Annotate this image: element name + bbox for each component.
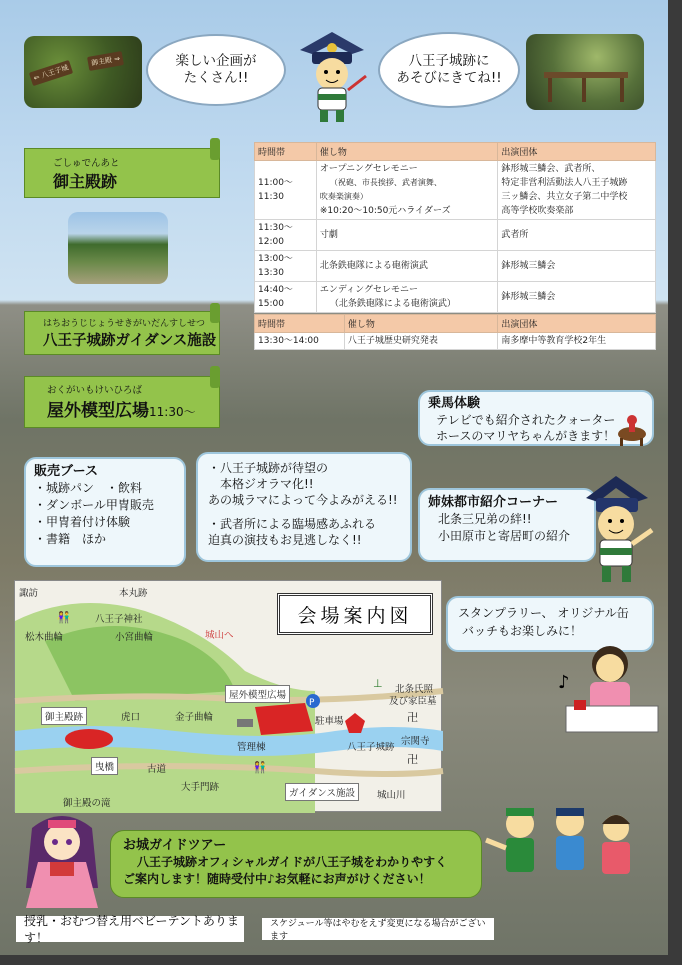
trail-sign: ⇐ 八王子城 bbox=[29, 60, 73, 86]
goshuden-ruins-photo bbox=[68, 212, 168, 284]
col-time: 時間帯 bbox=[255, 143, 317, 161]
map-label-jouseki: 八王子城跡 bbox=[347, 742, 395, 753]
map-label-kaneko: 金子曲輪 bbox=[175, 712, 214, 723]
heading-goshuden bbox=[24, 148, 220, 198]
frame-bottom bbox=[0, 955, 682, 965]
map-label-goshuden: 御主殿跡 bbox=[41, 707, 87, 725]
children-group-icon bbox=[480, 800, 644, 904]
sales-booth-title: 販売ブース bbox=[34, 464, 98, 479]
map-label-matsuki: 松木曲輪 bbox=[25, 632, 64, 643]
table-row: 11:30～12:00 寸劇 武者所 bbox=[255, 220, 656, 251]
schedule-table-guidance bbox=[254, 314, 656, 350]
heading-outdoor-ruby: おくがいもけいひろば bbox=[47, 385, 143, 396]
nursing-notice: 授乳・おむつ替え用ベビーテントあります！ bbox=[16, 916, 244, 942]
table-row: 14:40～15:00 エンディングセレモニー （北条鉄砲隊による砲術演武） 鉢形城三鱗会 bbox=[255, 282, 656, 313]
map-label-hojo: 北条氏照 bbox=[395, 684, 434, 695]
temple-icon: 卍 bbox=[407, 711, 418, 724]
col-event: 催し物 bbox=[344, 315, 498, 333]
trail-sign-photo bbox=[24, 36, 142, 108]
col-group: 出演団体 bbox=[498, 143, 656, 161]
map-label-koguchi: 虎口 bbox=[121, 712, 141, 723]
map-label-suwa: 諏訪 bbox=[19, 588, 39, 599]
mascot-waving-icon bbox=[572, 468, 662, 588]
horse-riding-box: 乗馬体験 テレビでも紹介されたクォーター ホースのマリヤちゃんがきます！ bbox=[418, 390, 654, 446]
heading-outdoor-time: 11:30～ bbox=[149, 405, 196, 419]
speech-bubble-left: 楽しい企画が たくさん!! bbox=[146, 34, 286, 106]
heading-guidance-ruby: はちおうじじょうせきがいだんすしせつ bbox=[43, 319, 206, 329]
map-label-taki: 御主殿の滝 bbox=[63, 798, 111, 809]
map-label-komiya: 小宮曲輪 bbox=[115, 632, 154, 643]
map-label-parking: 駐車場 bbox=[315, 716, 344, 727]
toilet-icon: 👫 bbox=[57, 611, 71, 624]
map-label-honmaru: 本丸跡 bbox=[119, 588, 148, 599]
mascot-samurai-icon bbox=[290, 28, 374, 124]
map-label-guidance: ガイダンス施設 bbox=[285, 783, 359, 801]
temple-icon: 卍 bbox=[407, 753, 418, 766]
guide-tour-title: お城ガイドツアー bbox=[123, 838, 227, 853]
map-label-hojo2: 及び家臣墓 bbox=[389, 696, 437, 707]
table-row: 11:00～11:30 オープニングセレモニー （祝砲、市長挨拶、武者演舞、 吹奏楽演奏） ※10:20～10:50元ハライダーズ 鉢形城三鱗会、武者所、 特定非営利活動法人八王子城跡 三ッ鱗会、共立女子第二中学校 高等学校吹奏楽部 bbox=[255, 161, 656, 220]
girl-stamp-icon bbox=[560, 640, 666, 736]
col-time: 時間帯 bbox=[255, 315, 345, 333]
frame-right bbox=[668, 0, 682, 965]
guide-tour-box: お城ガイドツアー 八王子城跡オフィシャルガイドが八王子城をわかりやすく ご案内します！随時受付中♪お気軽にお声がけください！ bbox=[110, 830, 482, 898]
bridge-drawing bbox=[526, 34, 644, 110]
map-label-soukanji: 宗関寺 bbox=[401, 736, 430, 747]
map-title: 会場案内図 bbox=[277, 593, 433, 635]
heading-goshuden-title: 御主殿跡 bbox=[53, 172, 118, 191]
schedule-table-goshuden bbox=[254, 142, 656, 313]
schedule-change-notice: スケジュール等はやむをえず変更になる場合がございます bbox=[262, 918, 494, 940]
horse-rider-icon bbox=[612, 410, 652, 446]
map-label-model: 屋外模型広場 bbox=[225, 685, 290, 703]
svg-text:♪: ♪ bbox=[558, 672, 570, 693]
map-label-shiroyamagawa: 城山川 bbox=[377, 790, 406, 801]
map-label-kanri: 管理棟 bbox=[237, 742, 266, 753]
shrine-icon: ⊥ bbox=[373, 677, 383, 690]
heading-guidance-title: 八王子城跡ガイダンス施設 bbox=[43, 333, 217, 349]
sales-booth-box: 販売ブース ・城跡パン ・飲料 ・ダンボール甲冑販売 ・甲冑着付け体験 ・書籍 ほか bbox=[24, 457, 186, 567]
diorama-box: ・八王子城跡が待望の 本格ジオラマ化!! あの城ラマによって今よみがえる!! ・武者所による臨場感あふれる 迫真の演技もお見逃しなく!! bbox=[196, 452, 412, 562]
horse-riding-title: 乗馬体験 bbox=[428, 396, 481, 411]
map-label-furumichi: 古道 bbox=[147, 764, 167, 775]
heading-outdoor-title: 屋外模型広場 bbox=[47, 401, 149, 421]
sister-city-box: 姉妹都市紹介コーナー 北条三兄弟の絆!! 小田原市と寄居町の紹介 bbox=[418, 488, 596, 562]
map-label-hachioji-shrine: 八王子神社 bbox=[95, 614, 143, 625]
map-label-hikibashi: 曳橋 bbox=[91, 757, 118, 775]
scroll-end bbox=[210, 303, 220, 323]
scroll-end bbox=[210, 138, 220, 160]
stamp-rally-box: スタンプラリー、 オリジナル缶 バッチもお楽しみに！ bbox=[446, 596, 654, 652]
heading-outdoor-model bbox=[24, 376, 220, 428]
map-label-ote: 大手門跡 bbox=[181, 782, 220, 793]
speech-bubble-right: 八王子城跡に あそびにきてね!! bbox=[378, 32, 520, 108]
toilet-icon: 👫 bbox=[253, 761, 267, 774]
princess-icon bbox=[18, 808, 106, 912]
heading-goshuden-ruby: ごしゅでんあと bbox=[53, 158, 120, 169]
col-group: 出演団体 bbox=[498, 315, 656, 333]
scroll-end bbox=[210, 366, 220, 388]
map-label-shiroyama-to: 城山へ bbox=[205, 630, 234, 641]
table-row: 13:00～13:30 北条鉄砲隊による砲術演武 鉢形城三鱗会 bbox=[255, 251, 656, 282]
svg-text:P: P bbox=[309, 698, 315, 708]
col-event: 催し物 bbox=[316, 143, 498, 161]
venue-map bbox=[14, 580, 442, 812]
sister-city-title: 姉妹都市紹介コーナー bbox=[428, 495, 559, 510]
trail-sign-2: 御主殿 ⇒ bbox=[87, 51, 124, 71]
heading-guidance-facility bbox=[24, 311, 220, 355]
bridge-photo bbox=[526, 34, 644, 110]
table-row: 13:30～14:00 八王子城歴史研究発表 南多摩中等教育学校2年生 bbox=[255, 333, 656, 350]
